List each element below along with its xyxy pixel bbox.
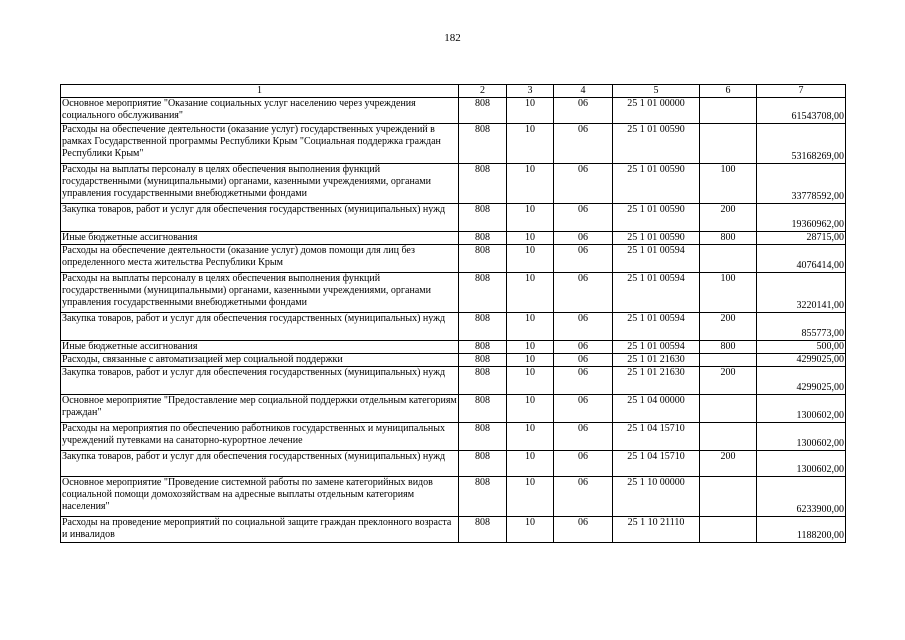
code-cell: 10 bbox=[507, 451, 554, 477]
row-name: Иные бюджетные ассигнования bbox=[61, 341, 459, 354]
table-row bbox=[61, 395, 846, 423]
row-name: Основное мероприятие "Проведение системной работы по замене категорийных видов социальной помощи домохозяйствам на адресные выплаты отдельным категориям населения" bbox=[61, 477, 459, 517]
code-cell: 25 1 01 21630 bbox=[613, 354, 700, 367]
code-cell: 06 bbox=[554, 341, 613, 354]
table-row bbox=[61, 245, 846, 273]
header-cell: 5 bbox=[613, 85, 700, 98]
code-cell: 10 bbox=[507, 232, 554, 245]
table-row bbox=[61, 164, 846, 204]
code-cell: 808 bbox=[459, 367, 507, 395]
table-row bbox=[61, 124, 846, 164]
table-row bbox=[61, 367, 846, 395]
code-cell: 808 bbox=[459, 124, 507, 164]
code-cell: 200 bbox=[700, 204, 757, 232]
table-row bbox=[61, 477, 846, 517]
code-cell: 808 bbox=[459, 354, 507, 367]
code-cell: 25 1 04 15710 bbox=[613, 451, 700, 477]
sum-cell: 1300602,00 bbox=[757, 395, 846, 423]
code-cell: 808 bbox=[459, 232, 507, 245]
code-cell: 10 bbox=[507, 98, 554, 124]
table-row bbox=[61, 273, 846, 313]
sum-cell: 1188200,00 bbox=[757, 517, 846, 543]
code-cell: 808 bbox=[459, 341, 507, 354]
code-cell: 25 1 10 00000 bbox=[613, 477, 700, 517]
code-cell: 06 bbox=[554, 245, 613, 273]
code-cell: 25 1 01 00594 bbox=[613, 341, 700, 354]
row-name: Основное мероприятие "Оказание социальных услуг населению через учреждения социального обслуживания" bbox=[61, 98, 459, 124]
code-cell: 10 bbox=[507, 477, 554, 517]
header-cell: 6 bbox=[700, 85, 757, 98]
code-cell: 25 1 01 00594 bbox=[613, 273, 700, 313]
code-cell: 10 bbox=[507, 341, 554, 354]
code-cell: 808 bbox=[459, 451, 507, 477]
header-cell: 3 bbox=[507, 85, 554, 98]
code-cell: 25 1 10 21110 bbox=[613, 517, 700, 543]
sum-cell: 500,00 bbox=[757, 341, 846, 354]
header-cell: 2 bbox=[459, 85, 507, 98]
code-cell: 10 bbox=[507, 367, 554, 395]
sum-cell: 855773,00 bbox=[757, 313, 846, 341]
table-row bbox=[61, 313, 846, 341]
code-cell: 10 bbox=[507, 273, 554, 313]
row-name: Расходы на мероприятия по обеспечению работников государственных и муниципальных учреждений путевками на санаторно-курортное лечение bbox=[61, 423, 459, 451]
code-cell: 25 1 04 00000 bbox=[613, 395, 700, 423]
code-cell: 808 bbox=[459, 313, 507, 341]
budget-table bbox=[60, 84, 846, 543]
code-cell: 06 bbox=[554, 98, 613, 124]
code-cell: 25 1 01 21630 bbox=[613, 367, 700, 395]
code-cell: 10 bbox=[507, 204, 554, 232]
code-cell: 808 bbox=[459, 395, 507, 423]
header-cell: 1 bbox=[61, 85, 459, 98]
code-cell: 06 bbox=[554, 164, 613, 204]
code-cell: 06 bbox=[554, 354, 613, 367]
code-cell: 10 bbox=[507, 245, 554, 273]
row-name: Закупка товаров, работ и услуг для обеспечения государственных (муниципальных) нужд bbox=[61, 204, 459, 232]
code-cell bbox=[700, 354, 757, 367]
table-row bbox=[61, 341, 846, 354]
page-number: 182 bbox=[444, 32, 461, 44]
code-cell: 100 bbox=[700, 273, 757, 313]
code-cell bbox=[700, 395, 757, 423]
code-cell: 10 bbox=[507, 354, 554, 367]
code-cell: 10 bbox=[507, 124, 554, 164]
row-name: Иные бюджетные ассигнования bbox=[61, 232, 459, 245]
code-cell bbox=[700, 98, 757, 124]
code-cell: 25 1 04 15710 bbox=[613, 423, 700, 451]
sum-cell: 4076414,00 bbox=[757, 245, 846, 273]
row-name: Расходы на проведение мероприятий по социальной защите граждан преклонного возраста и инвалидов bbox=[61, 517, 459, 543]
row-name: Расходы, связанные с автоматизацией мер социальной поддержки bbox=[61, 354, 459, 367]
code-cell: 808 bbox=[459, 423, 507, 451]
code-cell: 200 bbox=[700, 451, 757, 477]
row-name: Расходы на выплаты персоналу в целях обеспечения выполнения функций государственными (муниципальными) органами, казенными учреждениями, органами управления государственными внебюджетными фондами bbox=[61, 273, 459, 313]
sum-cell: 33778592,00 bbox=[757, 164, 846, 204]
sum-cell: 4299025,00 bbox=[757, 354, 846, 367]
table-row bbox=[61, 517, 846, 543]
code-cell: 10 bbox=[507, 164, 554, 204]
code-cell: 06 bbox=[554, 477, 613, 517]
code-cell: 06 bbox=[554, 395, 613, 423]
sum-cell: 53168269,00 bbox=[757, 124, 846, 164]
table-row bbox=[61, 98, 846, 124]
code-cell: 200 bbox=[700, 367, 757, 395]
table-row bbox=[61, 354, 846, 367]
code-cell: 25 1 01 00594 bbox=[613, 245, 700, 273]
code-cell: 808 bbox=[459, 98, 507, 124]
sum-cell: 3220141,00 bbox=[757, 273, 846, 313]
code-cell: 800 bbox=[700, 232, 757, 245]
code-cell: 06 bbox=[554, 517, 613, 543]
code-cell bbox=[700, 423, 757, 451]
code-cell: 25 1 01 00590 bbox=[613, 124, 700, 164]
sum-cell: 1300602,00 bbox=[757, 423, 846, 451]
code-cell: 808 bbox=[459, 477, 507, 517]
code-cell bbox=[700, 517, 757, 543]
code-cell: 200 bbox=[700, 313, 757, 341]
table-row bbox=[61, 451, 846, 477]
code-cell: 10 bbox=[507, 423, 554, 451]
row-name: Закупка товаров, работ и услуг для обеспечения государственных (муниципальных) нужд bbox=[61, 367, 459, 395]
code-cell: 10 bbox=[507, 395, 554, 423]
code-cell: 06 bbox=[554, 451, 613, 477]
code-cell: 808 bbox=[459, 517, 507, 543]
row-name: Закупка товаров, работ и услуг для обеспечения государственных (муниципальных) нужд bbox=[61, 451, 459, 477]
sum-cell: 19360962,00 bbox=[757, 204, 846, 232]
code-cell bbox=[700, 477, 757, 517]
header-cell: 7 bbox=[757, 85, 846, 98]
sum-cell: 4299025,00 bbox=[757, 367, 846, 395]
table-row bbox=[61, 423, 846, 451]
table-header-row bbox=[61, 85, 846, 98]
sum-cell: 6233900,00 bbox=[757, 477, 846, 517]
table-row bbox=[61, 232, 846, 245]
code-cell: 808 bbox=[459, 245, 507, 273]
code-cell: 25 1 01 00000 bbox=[613, 98, 700, 124]
sum-cell: 28715,00 bbox=[757, 232, 846, 245]
code-cell bbox=[700, 124, 757, 164]
code-cell: 06 bbox=[554, 367, 613, 395]
sum-cell: 61543708,00 bbox=[757, 98, 846, 124]
code-cell: 06 bbox=[554, 232, 613, 245]
header-cell: 4 bbox=[554, 85, 613, 98]
code-cell: 10 bbox=[507, 517, 554, 543]
table-row bbox=[61, 204, 846, 232]
row-name: Расходы на обеспечение деятельности (оказание услуг) государственных учреждений в рамках Государственной программы Республики Крым "Социальная поддержка граждан Республики Крым" bbox=[61, 124, 459, 164]
row-name: Расходы на выплаты персоналу в целях обеспечения выполнения функций государственными (муниципальными) органами, казенными учреждениями, органами управления государственными внебюджетными фондами bbox=[61, 164, 459, 204]
code-cell: 808 bbox=[459, 164, 507, 204]
code-cell: 25 1 01 00594 bbox=[613, 313, 700, 341]
code-cell: 06 bbox=[554, 204, 613, 232]
code-cell: 800 bbox=[700, 341, 757, 354]
code-cell: 06 bbox=[554, 313, 613, 341]
code-cell: 25 1 01 00590 bbox=[613, 204, 700, 232]
code-cell: 06 bbox=[554, 423, 613, 451]
code-cell: 25 1 01 00590 bbox=[613, 164, 700, 204]
code-cell: 808 bbox=[459, 204, 507, 232]
code-cell: 06 bbox=[554, 124, 613, 164]
row-name: Расходы на обеспечение деятельности (оказание услуг) домов помощи для лиц без определенного места жительства Республики Крым bbox=[61, 245, 459, 273]
code-cell bbox=[700, 245, 757, 273]
row-name: Закупка товаров, работ и услуг для обеспечения государственных (муниципальных) нужд bbox=[61, 313, 459, 341]
code-cell: 808 bbox=[459, 273, 507, 313]
sum-cell: 1300602,00 bbox=[757, 451, 846, 477]
code-cell: 06 bbox=[554, 273, 613, 313]
row-name: Основное мероприятие "Предоставление мер социальной поддержки отдельным категориям граждан" bbox=[61, 395, 459, 423]
code-cell: 10 bbox=[507, 313, 554, 341]
code-cell: 25 1 01 00590 bbox=[613, 232, 700, 245]
code-cell: 100 bbox=[700, 164, 757, 204]
